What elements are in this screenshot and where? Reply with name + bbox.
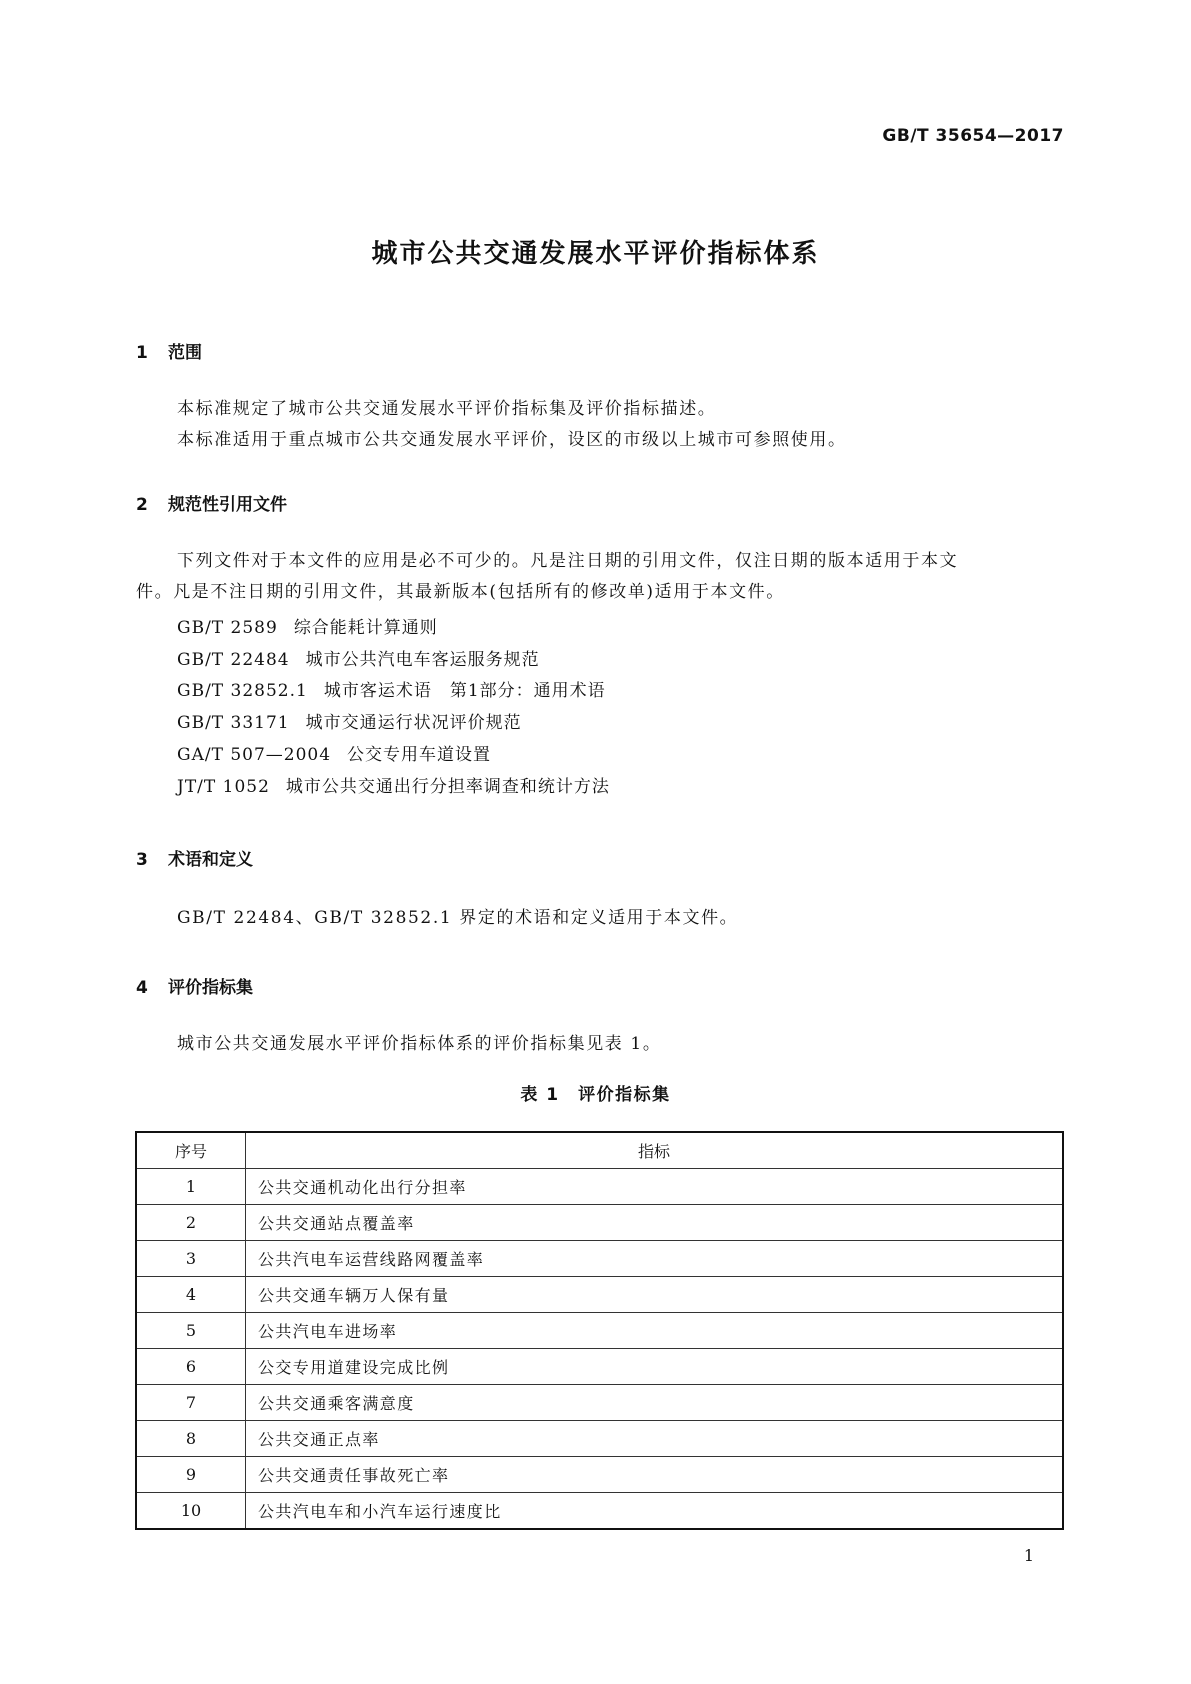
- indicator-name: 公共汽电车运营线路网覆盖率: [246, 1241, 1064, 1277]
- section-title: 评价指标集: [168, 978, 253, 998]
- table-row: [136, 1205, 1063, 1241]
- section-4-heading: [136, 973, 253, 998]
- section-title: 范围: [168, 343, 202, 363]
- table-row: [136, 1169, 1063, 1205]
- reference-code: GB/T 2589: [177, 618, 278, 638]
- table-row: [136, 1349, 1063, 1385]
- section-2-intro-line-1: 下列文件对于本文件的应用是必不可少的。凡是注日期的引用文件，仅注日期的版本适用于本文: [177, 551, 959, 571]
- section-4-paragraph: 城市公共交通发展水平评价指标体系的评价指标集见表 1。: [177, 1034, 662, 1054]
- indicator-name: 公共交通站点覆盖率: [246, 1205, 1064, 1241]
- section-number: 4: [136, 978, 148, 998]
- standard-code: GB/T 35654—2017: [882, 126, 1064, 146]
- table-row: [136, 1241, 1063, 1277]
- indicator-name: 公共交通机动化出行分担率: [246, 1169, 1064, 1205]
- section-title: 规范性引用文件: [168, 495, 287, 515]
- table-row: [136, 1421, 1063, 1457]
- section-1-paragraph-1: 本标准规定了城市公共交通发展水平评价指标集及评价指标描述。: [177, 399, 717, 419]
- row-number: 6: [136, 1349, 246, 1385]
- section-title: 术语和定义: [168, 850, 253, 870]
- reference-title: 城市交通运行状况评价规范: [305, 713, 522, 733]
- reference-title: 公交专用车道设置: [347, 745, 492, 765]
- reference-item: [177, 613, 438, 638]
- reference-code: GB/T 32852.1: [177, 681, 308, 701]
- row-number: 1: [136, 1169, 246, 1205]
- row-number: 8: [136, 1421, 246, 1457]
- section-1-paragraph-2: 本标准适用于重点城市公共交通发展水平评价，设区的市级以上城市可参照使用。: [177, 430, 847, 450]
- section-2-heading: [136, 490, 287, 515]
- indicator-name: 公交专用道建设完成比例: [246, 1349, 1064, 1385]
- indicator-name: 公共交通车辆万人保有量: [246, 1277, 1064, 1313]
- row-number: 5: [136, 1313, 246, 1349]
- reference-code: GB/T 22484: [177, 650, 290, 670]
- reference-item: [177, 740, 491, 765]
- row-number: 10: [136, 1493, 246, 1530]
- section-number: 3: [136, 850, 148, 870]
- indicator-name: 公共交通正点率: [246, 1421, 1064, 1457]
- reference-code: GA/T 507—2004: [177, 745, 332, 765]
- section-1-heading: [136, 338, 202, 363]
- table-row: [136, 1493, 1063, 1530]
- table-row: [136, 1313, 1063, 1349]
- section-2-intro-line-2: 件。凡是不注日期的引用文件，其最新版本(包括所有的修改单)适用于本文件。: [136, 582, 785, 602]
- reference-title: 城市客运术语 第1部分：通用术语: [323, 681, 606, 701]
- table-row: [136, 1385, 1063, 1421]
- reference-code: JT/T 1052: [177, 777, 270, 797]
- indicator-name: 公共交通责任事故死亡率: [246, 1457, 1064, 1493]
- document-title: 城市公共交通发展水平评价指标体系: [371, 239, 820, 269]
- row-number: 3: [136, 1241, 246, 1277]
- indicator-name: 公共交通乘客满意度: [246, 1385, 1064, 1421]
- row-number: 2: [136, 1205, 246, 1241]
- table-caption: 表 1 评价指标集: [520, 1085, 671, 1105]
- table-row: [136, 1277, 1063, 1313]
- page-number: 1: [1023, 1546, 1034, 1565]
- table-header-row: [136, 1132, 1063, 1169]
- section-3-heading: [136, 845, 253, 870]
- table-row: [136, 1457, 1063, 1493]
- reference-item: [177, 708, 522, 733]
- reference-item: [177, 676, 606, 701]
- row-number: 9: [136, 1457, 246, 1493]
- column-header-number: 序号: [136, 1132, 246, 1169]
- section-3-paragraph: GB/T 22484、GB/T 32852.1 界定的术语和定义适用于本文件。: [177, 908, 739, 928]
- indicator-name: 公共汽电车和小汽车运行速度比: [246, 1493, 1064, 1530]
- section-number: 1: [136, 343, 148, 363]
- row-number: 7: [136, 1385, 246, 1421]
- index-table: [135, 1131, 1064, 1530]
- section-number: 2: [136, 495, 148, 515]
- column-header-indicator: 指标: [246, 1132, 1064, 1169]
- indicator-name: 公共汽电车进场率: [246, 1313, 1064, 1349]
- reference-item: [177, 645, 540, 670]
- reference-code: GB/T 33171: [177, 713, 290, 733]
- reference-title: 综合能耗计算通则: [293, 618, 438, 638]
- reference-item: [177, 772, 610, 797]
- reference-title: 城市公共交通出行分担率调查和统计方法: [285, 777, 610, 797]
- row-number: 4: [136, 1277, 246, 1313]
- reference-title: 城市公共汽电车客运服务规范: [305, 650, 540, 670]
